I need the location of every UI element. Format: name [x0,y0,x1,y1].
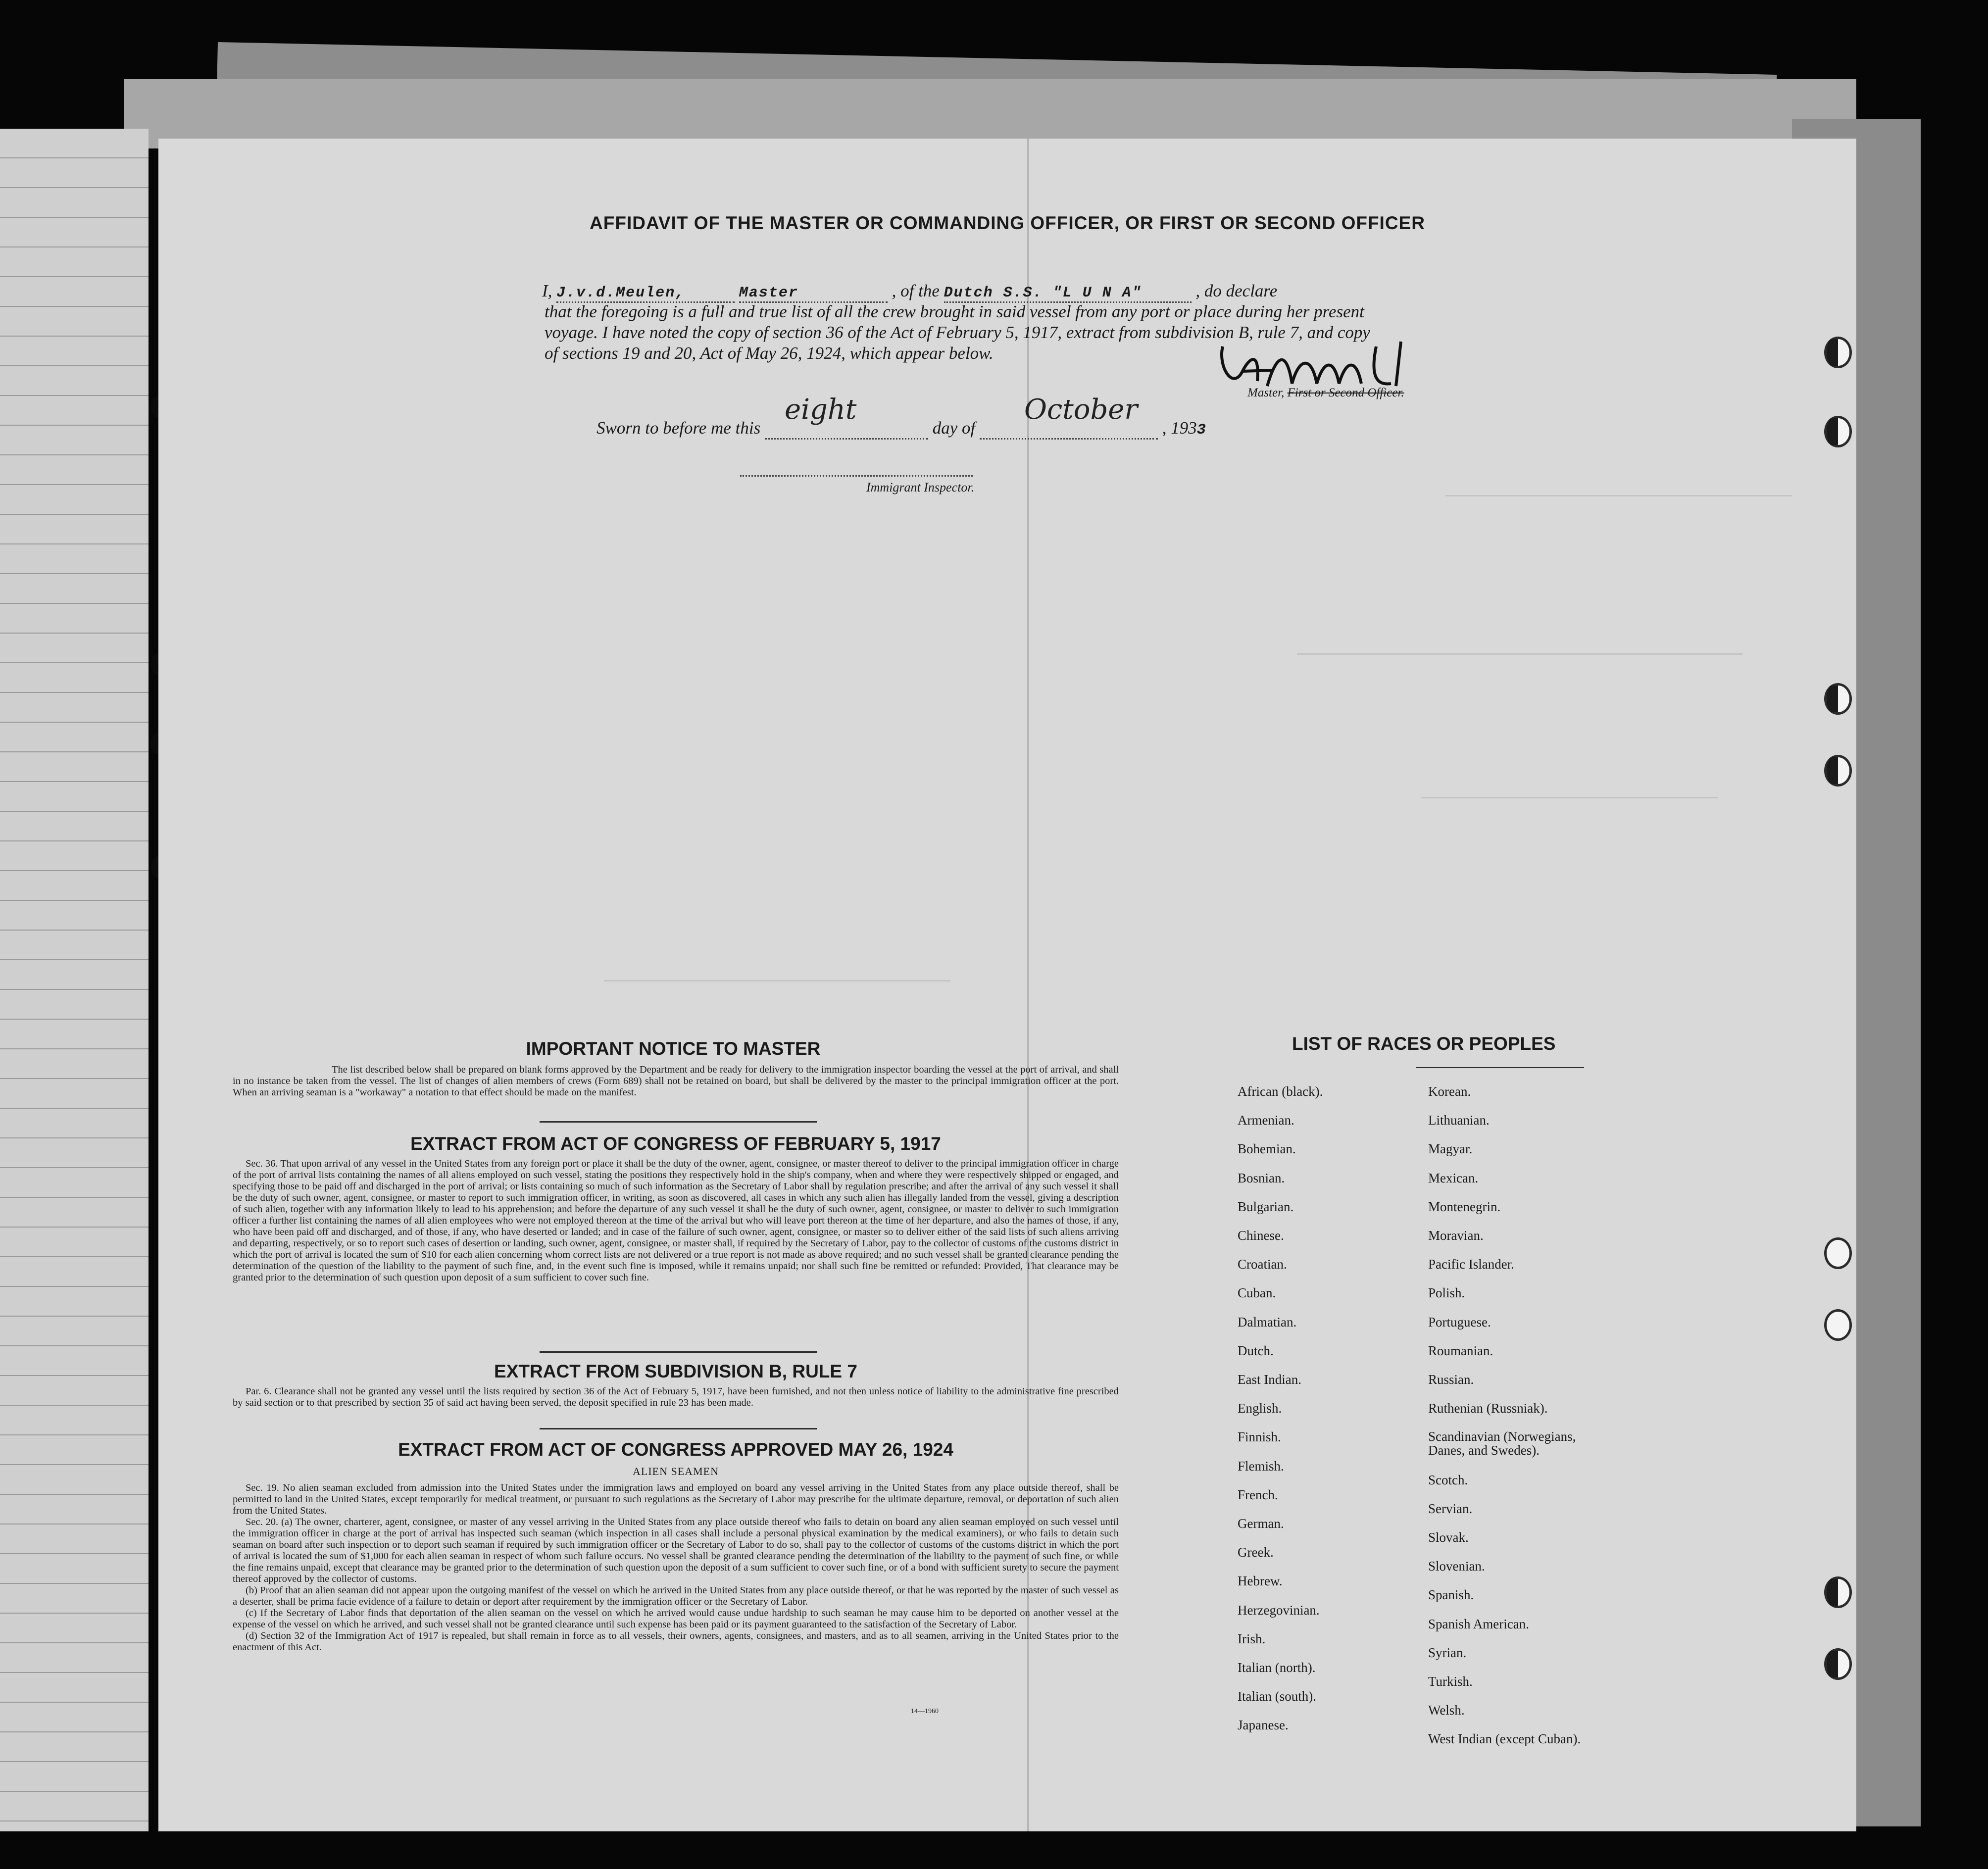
extract-1917-body: Sec. 36. That upon arrival of any vessel in the United States from any foreign port or place it shall be the duty of the owner, agent, consignee, or master thereof to deliver to the principal immigration officer in charge of the port of arrival lists containing the names of all aliens employed on such vessel, stating the positions they respectively hold in the ship's company, when and where they were respectively shipped or engaged, and specifying those to be paid off and discharged in the port of arrival; or lists containing so much of such information as the Secretary of Labor shall by regulation prescribe; and after the arrival of any such vessel it shall be the duty of such owner, agent, consignee, or master to report to such immigration officer, in writing, as soon as discovered, all cases in which any such alien has illegally landed from the vessel, giving a description of such alien, together with any information likely to lead to his apprehension; and before the departure of any such vessel it shall be the duty of such owner, agent, consignee, or master to deliver to such immigration officer a further list containing the names of all alien employees who were not employed thereon at the time of the arrival but who will leave port thereon at the time of her departure, and also the names of those, if any, who have been paid off and discharged, and of those, if any, who have deserted or landed; and in case of the failure of such owner, agent, consignee, or master so to deliver either of the said lists of such aliens arriving and departing, respectively, or so to report such cases of desertion or landing, such owner, agent, consignee, or master shall, if required by the Secretary of Labor, pay to the collector of customs of the customs district in which the port of arrival is located the sum of $10 for each alien concerning whom correct lists are not delivered or a true report is not made as above required; and no such vessel shall be granted clearance pending the determination of the question of the liability to the payment of such fine, and, in the event such fine is imposed, while it remains unpaid; nor shall such fine be remitted or refunded: Provided, That clearance may be granted prior to the determination of such question upon deposit of a sum sufficient to cover such fine. [233,1158,1119,1283]
race-item: Russian. [1428,1372,1474,1387]
affidavit-line-4: of sections 19 and 20, Act of May 26, 1924, which appear below. [545,344,994,363]
of-the-label: , of the [892,281,940,300]
punch-hole [1824,1309,1852,1341]
declare-label: , do declare [1195,281,1278,300]
race-item: Dalmatian. [1238,1314,1297,1329]
race-item: Moravian. [1428,1228,1484,1243]
race-item: Bulgarian. [1238,1199,1294,1214]
extract-1924-title: EXTRACT FROM ACT OF CONGRESS APPROVED MAY 26, 1924 [398,1439,953,1460]
signature-caption-master: Master, [1247,386,1285,399]
race-item: Bosnian. [1238,1170,1285,1185]
race-item: Syrian. [1428,1645,1467,1660]
extract-rule7-body: Par. 6. Clearance shall not be granted any vessel until the lists required by section 36 of the Act of February 5, 1917, have been furnished, and not then unless notice of liability to the administrative fine prescribed by said section or to that prescribed by section 35 of said act having been served, the deposit specified in rule 23 has been made. [233,1386,1119,1408]
bleed-through [1421,797,1718,798]
race-item: Greek. [1238,1545,1274,1560]
bleed-through [604,980,950,982]
sec-20d: (d) Section 32 of the Immigration Act of 1917 is repealed, but shall remain in force as to all vessels, their owners, agents, consignees, and masters, and as to all seamen, arriving in the United States prior to the enactment of this Act. [233,1630,1119,1653]
sworn-line [596,393,1207,440]
race-item: Servian. [1428,1501,1473,1516]
year-prefix: , 193 [1162,418,1197,438]
punch-hole [1824,416,1852,447]
divider [540,1351,817,1353]
race-item: Finnish. [1238,1429,1281,1445]
race-item: Armenian. [1238,1113,1294,1128]
races-title: LIST OF RACES OR PEOPLES [1292,1033,1556,1054]
race-item: Japanese. [1238,1718,1289,1733]
affidavit-title: AFFIDAVIT OF THE MASTER OR COMMANDING OFFICER, OR FIRST OR SECOND OFFICER [590,213,1425,233]
vessel-name: Dutch S.S. "L U N A" [944,285,1142,301]
race-item: Turkish. [1428,1674,1473,1689]
race-item: Portuguese. [1428,1314,1491,1329]
vessel-field [944,281,1192,303]
notice-title: IMPORTANT NOTICE TO MASTER [526,1038,821,1059]
race-item: East Indian. [1238,1372,1301,1387]
race-item: Ruthenian (Russniak). [1428,1401,1548,1416]
signature-caption [1247,386,1404,400]
race-item: Herzegovinian. [1238,1602,1320,1618]
divider [540,1121,817,1123]
race-item: Mexican. [1428,1170,1479,1185]
race-item: Pacific Islander. [1428,1257,1514,1272]
officer-name-field [556,281,735,303]
notice-body: The list described below shall be prepared on blank forms approved by the Department and be ready for delivery to the immigration inspector boarding the vessel at the port of arrival, and shall in no instance be taken from the vessel. The list of changes of alien members of crews (Form 689) shall not be retained on board, but shall be delivered by the master to the principal immigration officer at the port. When an arriving seaman is a "workaway" a notation to that effect should be made on the manifest. [233,1064,1119,1098]
divider [1416,1067,1584,1068]
inspector-signature-line [740,475,973,477]
race-item: Slovak. [1428,1530,1469,1545]
race-item: Hebrew. [1238,1574,1283,1589]
affidavit-line-3: voyage. I have noted the copy of section 36 of the Act of February 5, 1917, extract from subdivision B, rule 7, and copy [545,323,1370,342]
race-item: Slovenian. [1428,1559,1485,1574]
race-item: Flemish. [1238,1458,1284,1474]
inspector-caption: Immigrant Inspector. [866,480,975,494]
affidavit-page [158,139,1856,1831]
divider [540,1428,817,1429]
race-item: Bohemian. [1238,1141,1296,1157]
sworn-month: October [1024,393,1138,426]
race-item: Dutch. [1238,1343,1274,1358]
day-of-label: day of [932,418,976,438]
race-item: Chinese. [1238,1228,1284,1243]
sec-20a: Sec. 20. (a) The owner, charterer, agent, consignee, or master of any vessel arriving in the United States from any place outside thereof who fails to detain on board any alien seaman employed on such vessel until the immigration officer in charge at the port of arrival has inspected such seaman (which inspection in all cases shall include a personal physical examination by the medical examiners), or who fails to detain such seaman on board after such inspection or to deport such seaman if required by such immigration officer or the Secretary of Labor to do so, shall pay to the collector of customs of the customs district in which the port of arrival is located the sum of $1,000 for each alien seaman in respect of whom such failure occurs. No vessel shall be granted clearance pending the determination of the liability to the payment of such fine, or while the fine remains unpaid, except that clearance may be granted prior to the determination of such question upon the deposit of a sum sufficient to cover such fine, or of a bond with sufficient surety to secure the payment thereof approved by the collector of customs. [233,1517,1119,1584]
race-item: Italian (south). [1238,1689,1316,1704]
race-item: Scandinavian (Norwegians, Danes, and Swedes). [1428,1429,1576,1458]
pronoun: I, [542,281,552,300]
race-item: Croatian. [1238,1257,1287,1272]
extract-1917-title: EXTRACT FROM ACT OF CONGRESS OF FEBRUARY 5, 1917 [410,1133,941,1154]
affidavit-line-2: that the foregoing is a full and true list of all the crew brought in said vessel from any port or place during her present [545,302,1364,321]
punch-hole [1824,755,1852,787]
race-item: Magyar. [1428,1141,1473,1157]
officer-rank: Master [739,285,798,301]
left-ruled-sheet [0,129,149,1831]
extract-1924-subtitle: ALIEN SEAMEN [633,1465,719,1477]
race-item: Welsh. [1428,1703,1465,1718]
extract-rule7-title: EXTRACT FROM SUBDIVISION B, RULE 7 [494,1361,857,1381]
affidavit-line-1 [542,281,1277,303]
race-item: Spanish American. [1428,1616,1529,1631]
race-item: African (black). [1238,1084,1323,1099]
race-item: English. [1238,1401,1282,1416]
form-number: 14—1960 [911,1708,939,1715]
signature-caption-struck: First or Second Officer. [1287,386,1404,399]
race-item: French. [1238,1487,1278,1502]
race-item: Irish. [1238,1631,1266,1646]
sec-20c: (c) If the Secretary of Labor finds that deportation of the alien seaman on the vessel on which he arrived would cause undue hardship to such seaman he may cause him to be deported on another vessel at the expense of the vessel on which he arrived, and such vessel shall not be granted clearance until such expense has been paid or its payment guaranteed to the satisfaction of the Secretary of Labor. [233,1608,1119,1630]
race-item: West Indian (except Cuban). [1428,1731,1581,1747]
extract-1924-body [233,1482,1119,1653]
race-item: Polish. [1428,1285,1465,1301]
officer-rank-field [739,281,888,303]
race-item: Scotch. [1428,1472,1468,1487]
sec-20b: (b) Proof that an alien seaman did not appear upon the outgoing manifest of the vessel on which he arrived in the United States from any place outside thereof, or that he was reported by the master of such vessel as a deserter, shall be prima facie evidence of a failure to detain or deport after requirement by the immigration officer or the Secretary of Labor. [233,1585,1119,1607]
document-sheet [158,139,1856,1831]
sworn-day-field [765,393,928,440]
race-item: German. [1238,1516,1284,1531]
race-item: Cuban. [1238,1285,1276,1301]
punch-hole [1824,337,1852,368]
punch-hole [1824,683,1852,715]
sworn-month-field [980,393,1158,440]
punch-hole [1824,1648,1852,1680]
sworn-prefix: Sworn to before me this [596,418,761,438]
bleed-through [1297,653,1742,655]
underlying-sheet-edge [124,79,1856,148]
punch-hole [1824,1576,1852,1608]
race-item: Montenegrin. [1428,1199,1501,1214]
punch-hole [1824,1237,1852,1269]
officer-name: J.v.d.Meulen, [556,285,686,301]
year-suffix: 3 [1196,422,1207,439]
bleed-through [1445,495,1792,496]
sworn-day: eight [784,393,857,426]
sec-19: Sec. 19. No alien seaman excluded from admission into the United States under the immigration laws and employed on board any vessel arriving in the United States from any place outside thereof, shall be permitted to land in the United States, except temporarily for medical treatment, or pursuant to such regulations as the Secretary of Labor may prescribe for the ultimate departure, removal, or deportation of such alien from the United States. [233,1482,1119,1516]
race-item: Spanish. [1428,1587,1474,1603]
race-item: Roumanian. [1428,1343,1493,1358]
race-item: Lithuanian. [1428,1113,1490,1128]
race-item: Korean. [1428,1084,1471,1099]
race-item: Italian (north). [1238,1660,1316,1675]
